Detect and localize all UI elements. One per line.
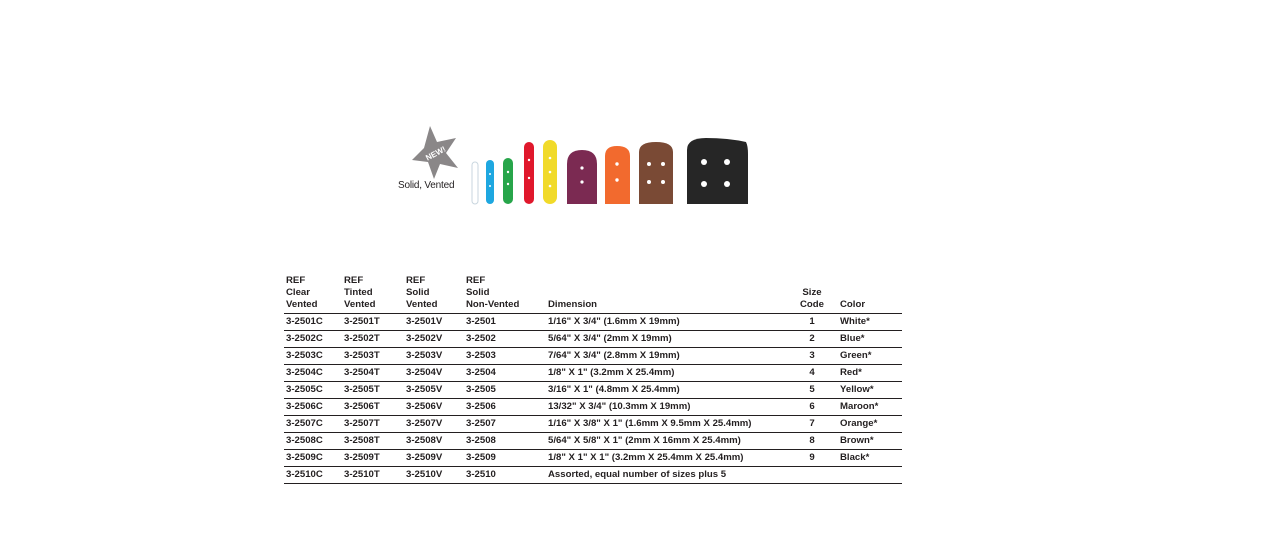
cell-dimension: 5/64" X 3/4" (2mm X 19mm) (546, 331, 786, 348)
cell-tinted: 3-2505T (342, 382, 404, 399)
table-row (284, 450, 902, 467)
cell-color: Brown* (838, 433, 902, 450)
cell-size-code: 8 (786, 433, 838, 450)
cell-dimension: 7/64" X 3/4" (2.8mm X 19mm) (546, 348, 786, 365)
cell-clear: 3-2501C (284, 314, 342, 331)
cell-solid-vented: 3-2501V (404, 314, 464, 331)
header-ref-clear: REF Clear Vented (284, 275, 342, 314)
table-row (284, 382, 902, 399)
cell-size-code: 4 (786, 365, 838, 382)
cell-clear: 3-2504C (284, 365, 342, 382)
cell-solid-vented: 3-2508V (404, 433, 464, 450)
cell-color: White* (838, 314, 902, 331)
table-row (284, 433, 902, 450)
cell-tinted: 3-2503T (342, 348, 404, 365)
cell-size-code: 7 (786, 416, 838, 433)
cell-tinted: 3-2506T (342, 399, 404, 416)
cell-solid-vented: 3-2503V (404, 348, 464, 365)
cell-solid-nonvented: 3-2505 (464, 382, 546, 399)
cell-solid-vented: 3-2507V (404, 416, 464, 433)
cell-solid-vented: 3-2509V (404, 450, 464, 467)
cell-clear: 3-2503C (284, 348, 342, 365)
product-caps-illustration (466, 134, 756, 208)
cell-dimension: 13/32" X 3/4" (10.3mm X 19mm) (546, 399, 786, 416)
table-row (284, 365, 902, 382)
cell-solid-vented: 3-2505V (404, 382, 464, 399)
table-row (284, 399, 902, 416)
cell-color: Orange* (838, 416, 902, 433)
cell-size-code: 2 (786, 331, 838, 348)
cell-solid-nonvented: 3-2503 (464, 348, 546, 365)
cell-tinted: 3-2504T (342, 365, 404, 382)
cell-tinted: 3-2508T (342, 433, 404, 450)
cell-size-code: 5 (786, 382, 838, 399)
cell-clear: 3-2502C (284, 331, 342, 348)
cell-color: Red* (838, 365, 902, 382)
cell-solid-vented: 3-2502V (404, 331, 464, 348)
cell-tinted: 3-2507T (342, 416, 404, 433)
header-ref-tinted: REF Tinted Vented (342, 275, 404, 314)
table-row (284, 416, 902, 433)
cell-solid-nonvented: 3-2506 (464, 399, 546, 416)
table-header-row (284, 275, 902, 314)
cell-color: Blue* (838, 331, 902, 348)
cell-solid-nonvented: 3-2510 (464, 467, 546, 484)
cap-white (472, 162, 478, 204)
new-star-badge (410, 124, 466, 180)
cell-solid-nonvented: 3-2509 (464, 450, 546, 467)
cell-solid-nonvented: 3-2508 (464, 433, 546, 450)
cap-brown (639, 142, 673, 204)
cell-dimension: 1/16" X 3/8" X 1" (1.6mm X 9.5mm X 25.4mm) (546, 416, 786, 433)
cap-blue (486, 160, 494, 204)
table-row (284, 314, 902, 331)
cell-tinted: 3-2510T (342, 467, 404, 484)
table-row (284, 348, 902, 365)
cell-size-code: 3 (786, 348, 838, 365)
cell-clear: 3-2509C (284, 450, 342, 467)
table-row (284, 331, 902, 348)
table-row (284, 467, 902, 484)
cell-dimension: Assorted, equal number of sizes plus 5 (546, 467, 786, 484)
cell-clear: 3-2507C (284, 416, 342, 433)
cell-dimension: 1/16" X 3/4" (1.6mm X 19mm) (546, 314, 786, 331)
cell-clear: 3-2505C (284, 382, 342, 399)
star-text: NEW! (424, 144, 448, 163)
cell-size-code: 6 (786, 399, 838, 416)
cell-solid-nonvented: 3-2501 (464, 314, 546, 331)
header-color: Color (838, 275, 902, 314)
cell-dimension: 1/8" X 1" X 1" (3.2mm X 25.4mm X 25.4mm) (546, 450, 786, 467)
cell-tinted: 3-2501T (342, 314, 404, 331)
product-table (284, 275, 902, 484)
cap-green (503, 158, 513, 204)
cell-size-code: 9 (786, 450, 838, 467)
cell-clear: 3-2506C (284, 399, 342, 416)
badge-label: Solid, Vented (398, 180, 455, 191)
cell-color: Green* (838, 348, 902, 365)
cap-orange (605, 146, 630, 204)
cell-tinted: 3-2509T (342, 450, 404, 467)
cell-solid-vented: 3-2504V (404, 365, 464, 382)
cell-size-code: 1 (786, 314, 838, 331)
cell-dimension: 3/16" X 1" (4.8mm X 25.4mm) (546, 382, 786, 399)
header-ref-solid-nonvented: REF Solid Non-Vented (464, 275, 546, 314)
cell-solid-nonvented: 3-2502 (464, 331, 546, 348)
cell-color: Yellow* (838, 382, 902, 399)
cell-solid-vented: 3-2510V (404, 467, 464, 484)
cell-dimension: 5/64" X 5/8" X 1" (2mm X 16mm X 25.4mm) (546, 433, 786, 450)
cell-color (838, 467, 902, 484)
cell-solid-nonvented: 3-2504 (464, 365, 546, 382)
cell-clear: 3-2510C (284, 467, 342, 484)
cap-maroon (567, 150, 597, 204)
cell-solid-vented: 3-2506V (404, 399, 464, 416)
header-dimension: Dimension (546, 275, 786, 314)
table-body (284, 314, 902, 484)
cell-clear: 3-2508C (284, 433, 342, 450)
cell-tinted: 3-2502T (342, 331, 404, 348)
cap-black (687, 138, 748, 204)
header-size-code: Size Code (786, 275, 838, 314)
cap-red (524, 142, 534, 204)
cell-size-code (786, 467, 838, 484)
header-ref-solid-vented: REF Solid Vented (404, 275, 464, 314)
cell-color: Maroon* (838, 399, 902, 416)
cell-solid-nonvented: 3-2507 (464, 416, 546, 433)
cell-dimension: 1/8" X 1" (3.2mm X 25.4mm) (546, 365, 786, 382)
cell-color: Black* (838, 450, 902, 467)
